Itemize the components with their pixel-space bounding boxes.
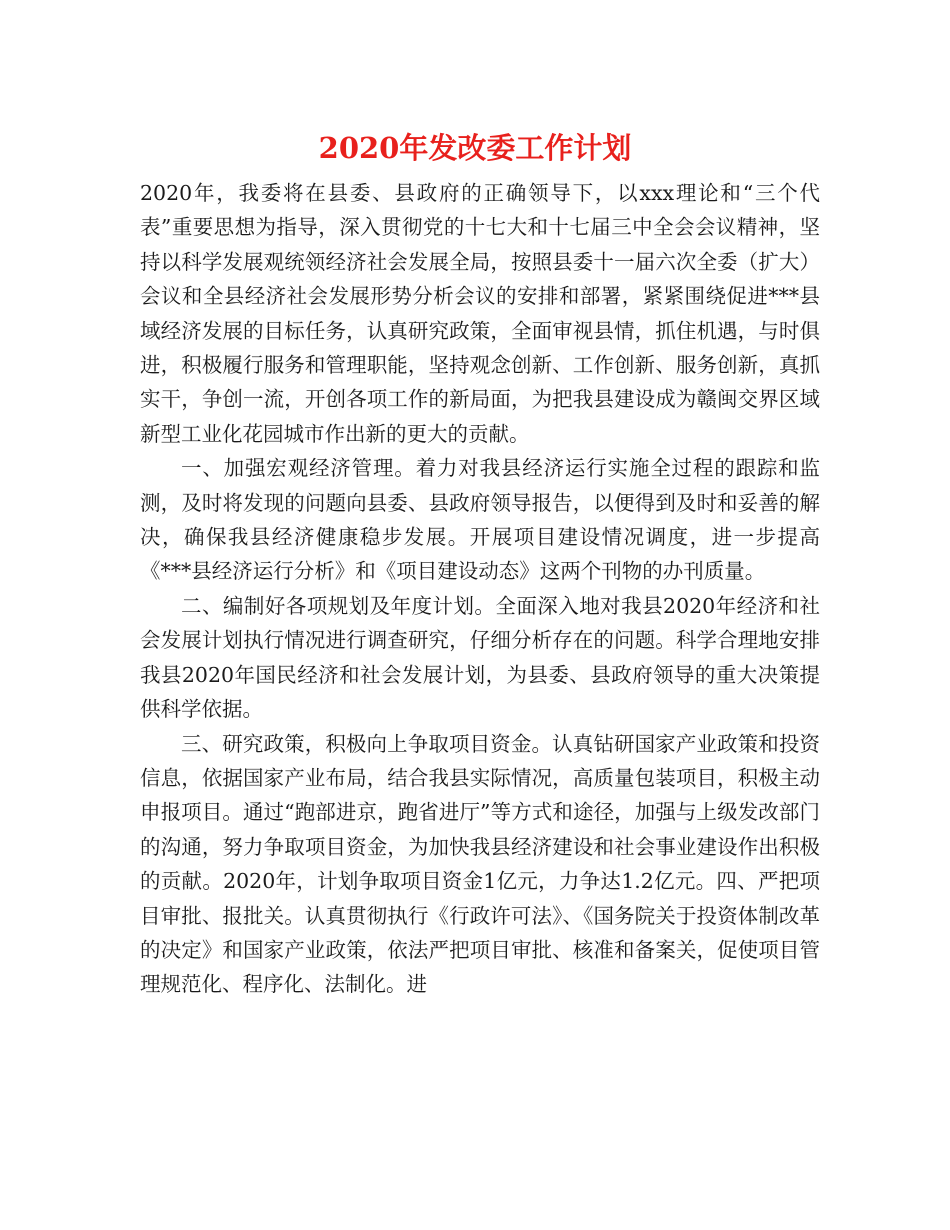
paragraph-section-1: 一、加强宏观经济管理。着力对我县经济运行实施全过程的跟踪和监测，及时将发现的问题向县委、县政府领导报告，以便得到及时和妥善的解决，确保我县经济健康稳步发展。开展项目建设情况调度，进一步提高《***县经济运行分析》和《项目建设动态》这两个刊物的办刊质量。 <box>140 456 820 584</box>
paragraph-section-3: 三、研究政策，积极向上争取项目资金。认真钻研国家产业政策和投资信息，依据国家产业布局，结合我县实际情况，高质量包装项目，积极主动申报项目。通过“跑部进京，跑省进厅”等方式和途径，加强与上级发改部门的沟通，努力争取项目资金，为加快我县经济建设和社会事业建设作出积极的贡献。2020年，计划争取项目资金1亿元，力争达1.2亿元。四、严把项目审批、报批关。认真贯彻执行《行政许可法》、《国务院关于投资体制改革的决定》和国家产业政策，依法严把项目审批、核准和备案关，促使项目管理规范化、程序化、法制化。进 <box>140 731 820 997</box>
paragraph-section-2: 二、编制好各项规划及年度计划。全面深入地对我县2020年经济和社会发展计划执行情况进行调查研究，仔细分析存在的问题。科学合理地安排我县2020年国民经济和社会发展计划，为县委、县政府领导的重大决策提供科学依据。 <box>140 593 820 722</box>
page-title: 2020年发改委工作计划 <box>318 131 632 165</box>
document-body <box>140 176 820 1002</box>
paragraph-intro: 2020年，我委将在县委、县政府的正确领导下，以xxx理论和“三个代表”重要思想为指导，深入贯彻党的十七大和十七届三中全会会议精神，坚持以科学发展观统领经济社会发展全局，按照县委十一届六次全委（扩大）会议和全县经济社会发展形势分析会议的安排和部署，紧紧围绕促进***县域经济发展的目标任务，认真研究政策，全面审视县情，抓住机遇，与时俱进，积极履行服务和管理职能，坚持观念创新、工作创新、服务创新，真抓实干，争创一流，开创各项工作的新局面，为把我县建设成为赣闽交界区域新型工业化花园城市作出新的更大的贡献。 <box>140 181 820 446</box>
